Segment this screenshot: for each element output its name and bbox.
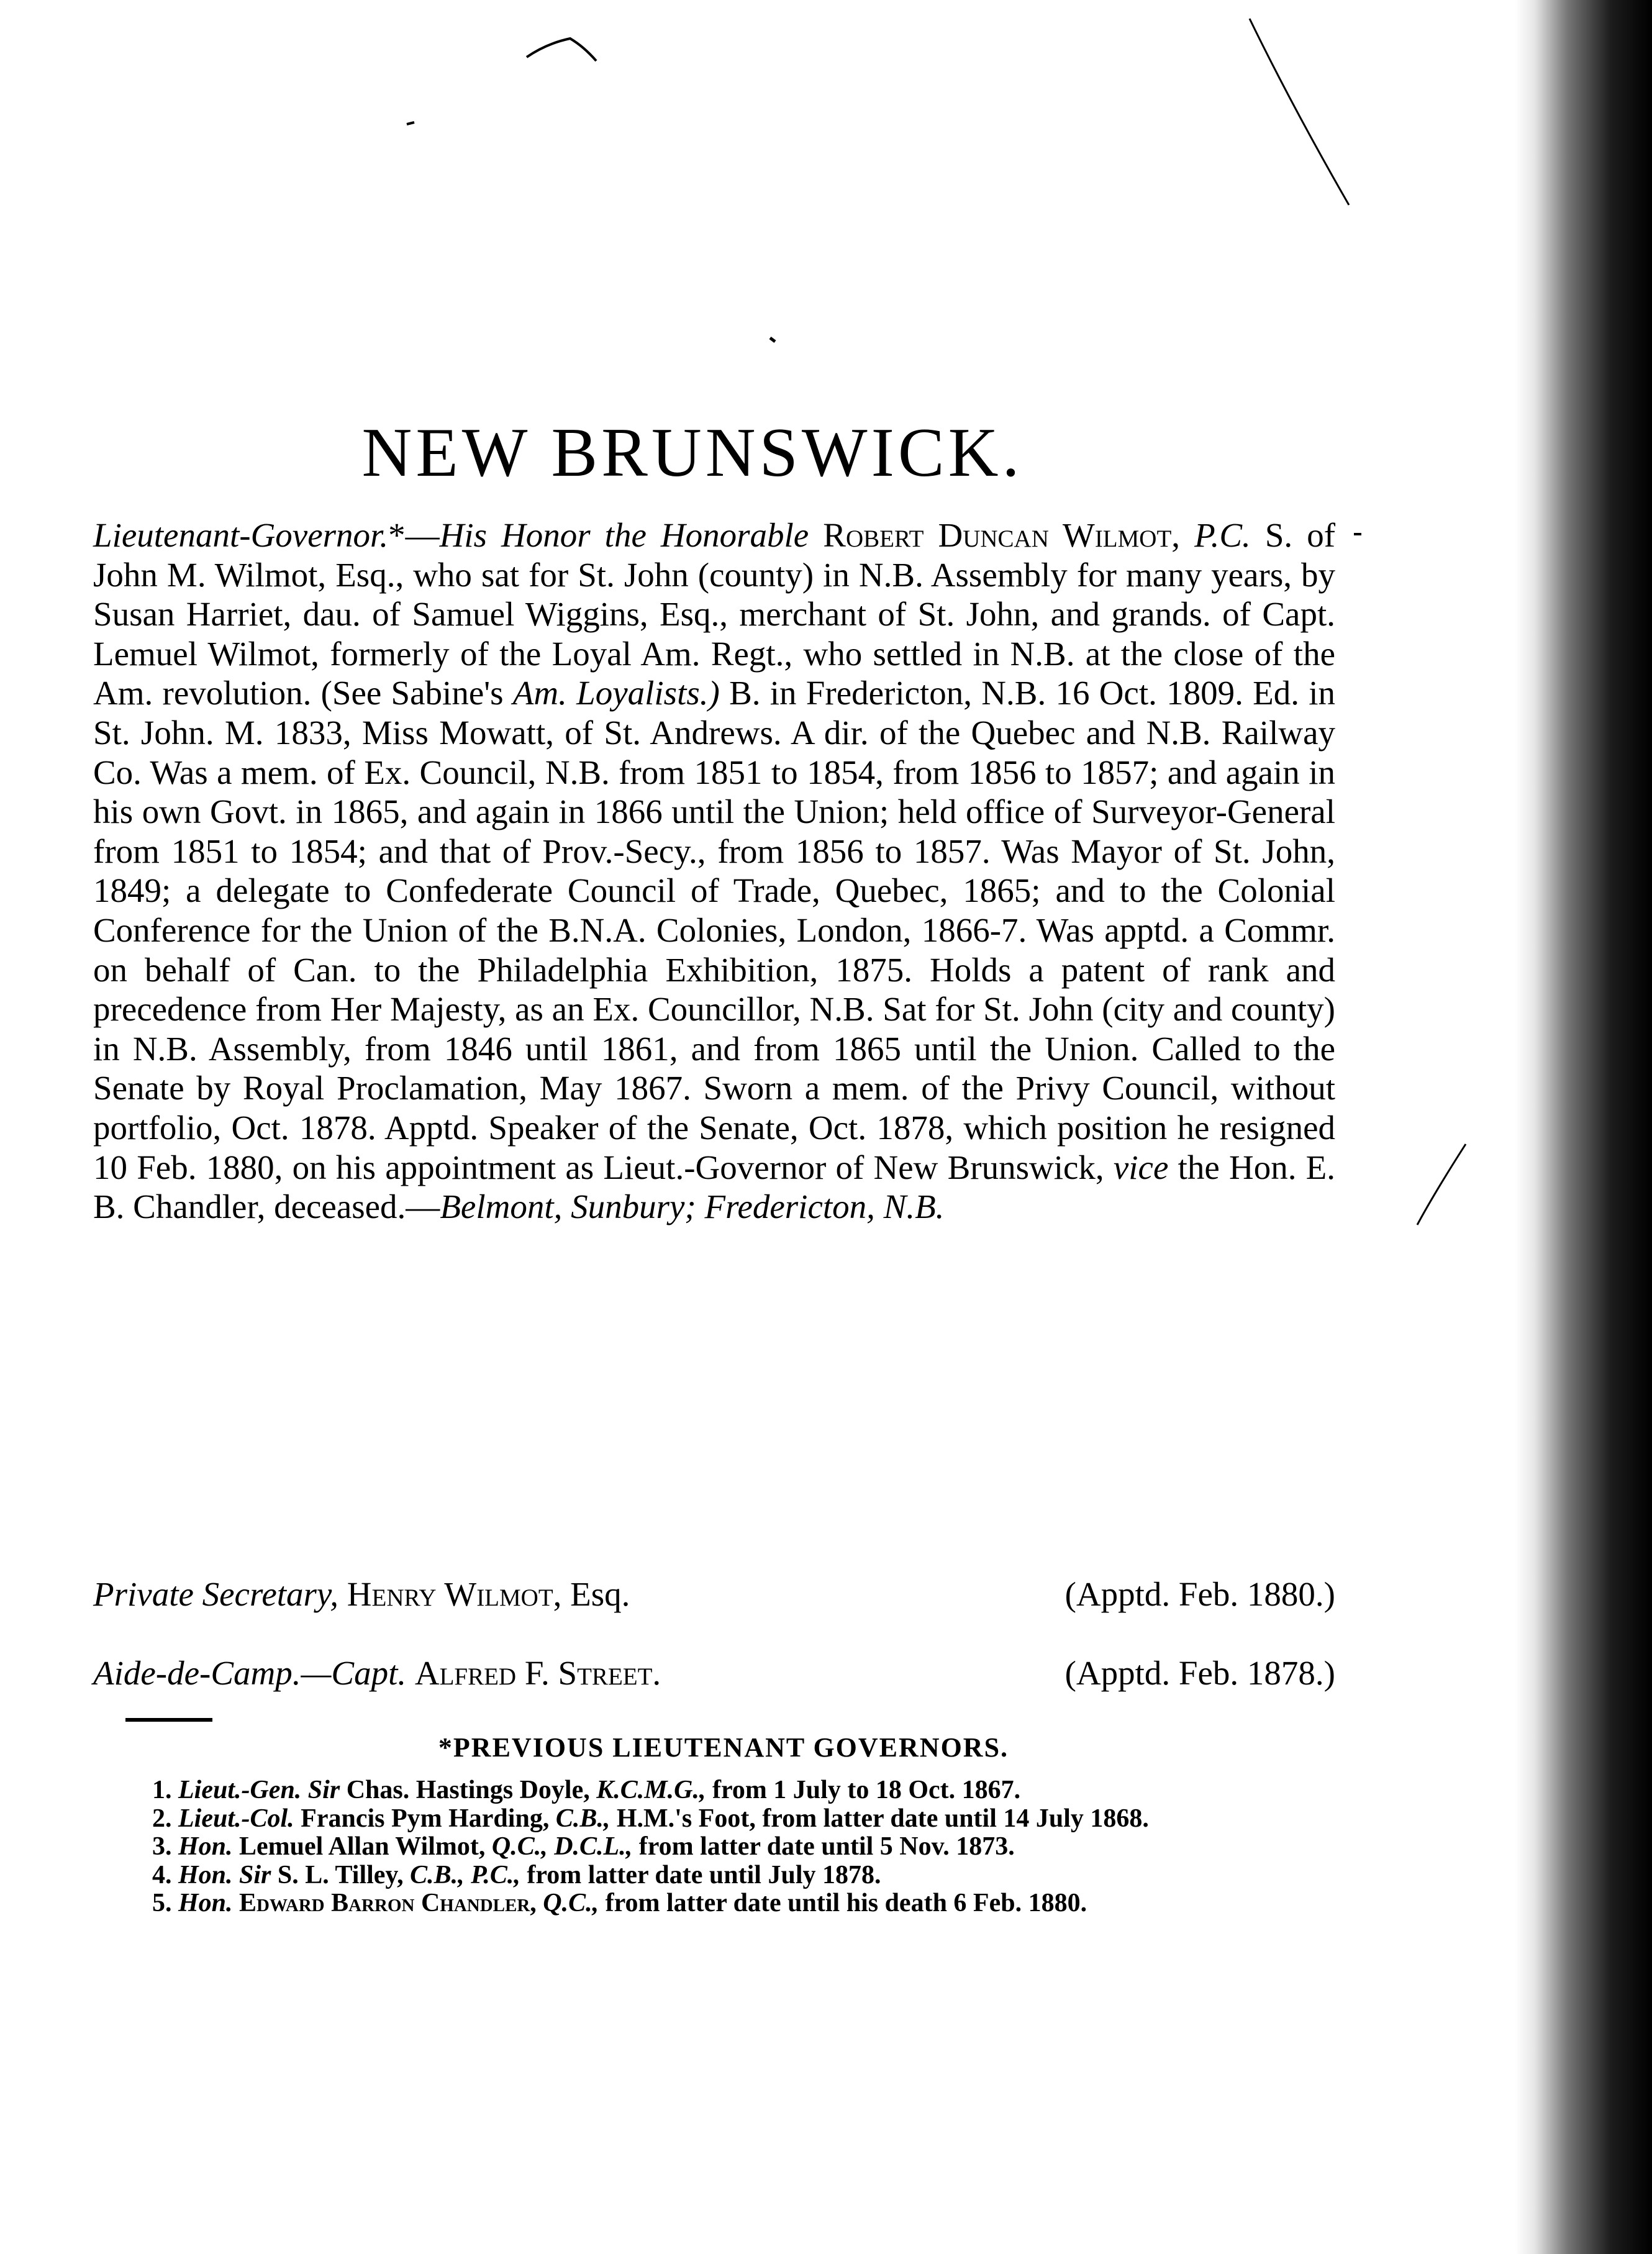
item-name: Francis Pym Harding, [301,1804,550,1833]
lieutenant-governor-entry [93,516,1335,1227]
previous-governors-list [93,1776,1320,1918]
aide-de-camp-role: Aide-de-Camp.—Capt. [93,1654,407,1692]
cited-work: Am. Loyalists.) [512,674,720,712]
aide-de-camp-name: Alfred F. Street. [414,1654,661,1692]
private-secretary-role: Private Secretary, [93,1575,339,1613]
biography-text-cont: B. in Fredericton, N.B. 16 Oct. 1809. Ed. in St. John. M. 1833, Miss Mowatt, of St. Andrews. A dir. of the Quebec and N.B. Railway Co. Was a mem. of Ex. Council, N.B. from 1851 to 1854, from 1856 to 1857; and again in his own Govt. in 1865, and again in 1866 until the Union; held office of Surveyor-General from 1851 to 1854; and that of Prov.-Secy., from 1856 to 1857. Was Mayor of St. John, 1849; a delegate to Confederate Council of Trade, Quebec, 1865; and to the Colonial Conference for the Union of the B.N.A. Colonies, London, 1866-7. Was apptd. a Commr. on behalf of Can. to the Philadelphia Exhibition, 1875. Holds a patent of rank and precedence from Her Majesty, as an Ex. Councillor, N.B. Sat for St. John (city and county) in N.B. Assembly, from 1846 until 1861, and from 1865 until the Union. Called to the Senate by Royal Proclamation, May 1867. Sworn a mem. of the Privy Council, without portfolio, Oct. 1878. Apptd. Speaker of the Senate, Oct. 1878, which position he resigned 10 Feb. 1880, on his appointment as Lieut.-Governor of New Brunswick, [93,674,1335,1186]
list-item [93,1805,1320,1834]
item-honours: K.C.M.G., [596,1776,706,1804]
item-term: from latter date until his death 6 Feb. 1880. [605,1889,1087,1917]
item-name: Chas. Hastings Doyle, [346,1776,590,1804]
private-secretary-name: Henry Wilmot, [347,1575,562,1613]
item-term: from latter date until 5 Nov. 1873. [638,1832,1015,1861]
previous-governors-heading: *PREVIOUS LIEUTENANT GOVERNORS. [438,1732,1009,1763]
item-term: H.M.'s Foot, from latter date until 14 July 1868. [616,1804,1149,1833]
item-honours: C.B., [555,1804,610,1833]
list-item [93,1776,1320,1805]
item-name: Lemuel Allan Wilmot, [239,1832,486,1861]
item-term: from 1 July to 18 Oct. 1867. [712,1776,1021,1804]
footnote-rule [125,1718,212,1722]
aide-de-camp-appointed: (Apptd. Feb. 1878.) [1064,1654,1335,1692]
residence: Belmont, Sunbury; Fredericton, N.B. [440,1188,945,1226]
item-honours: Q.C., D.C.L., [491,1832,633,1861]
list-item [93,1861,1320,1890]
item-rank: Hon. [178,1832,233,1861]
footnote-marker: * [388,516,406,554]
item-number: 5. [152,1889,172,1917]
biography-text: S. of John M. Wilmot, Esq., who sat for St. John (county) in N.B. Assembly for many years, by Susan Harriet, dau. of Samuel Wiggins, Esq., merchant of St. John, and grands. of Capt. Lemuel Wilmot, formerly of the Loyal Am. Regt., who settled in N.B. at the close of the Am. revolution. (See Sabine's [93,516,1336,712]
item-honours: Q.C., [543,1889,599,1917]
dark-scan-edge [1515,0,1652,2254]
aide-de-camp-line [93,1653,1335,1693]
governor-name: Robert Duncan Wilmot, [823,516,1181,554]
private-secretary-suffix: Esq. [570,1575,630,1613]
biography-end: the Hon. E. B. Chandler, deceased.— [93,1148,1336,1226]
page-title: NEW BRUNSWICK. [361,414,1023,491]
list-item [93,1889,1320,1918]
item-number: 2. [152,1804,172,1833]
private-secretary-line [93,1575,1335,1614]
item-number: 3. [152,1832,172,1861]
dash: — [405,516,440,554]
item-term: from latter date until July 1878. [527,1860,881,1889]
item-name: Edward Barron Chandler, [239,1889,537,1917]
item-rank: Lieut.-Col. [178,1804,294,1833]
item-rank: Lieut.-Gen. Sir [178,1776,340,1804]
item-rank: Hon. Sir [178,1860,271,1889]
honorific: His Honor the Honorable [439,516,809,554]
governor-postnominal: P.C. [1194,516,1251,554]
item-number: 4. [152,1860,172,1889]
vice-word: vice [1113,1148,1169,1186]
item-rank: Hon. [178,1889,233,1917]
item-name: S. L. Tilley, [277,1860,404,1889]
private-secretary-appointed: (Apptd. Feb. 1880.) [1064,1575,1335,1613]
list-item [93,1833,1320,1861]
role-label: Lieutenant-Governor. [93,516,389,554]
item-honours: C.B., P.C., [410,1860,520,1889]
item-number: 1. [152,1776,172,1804]
